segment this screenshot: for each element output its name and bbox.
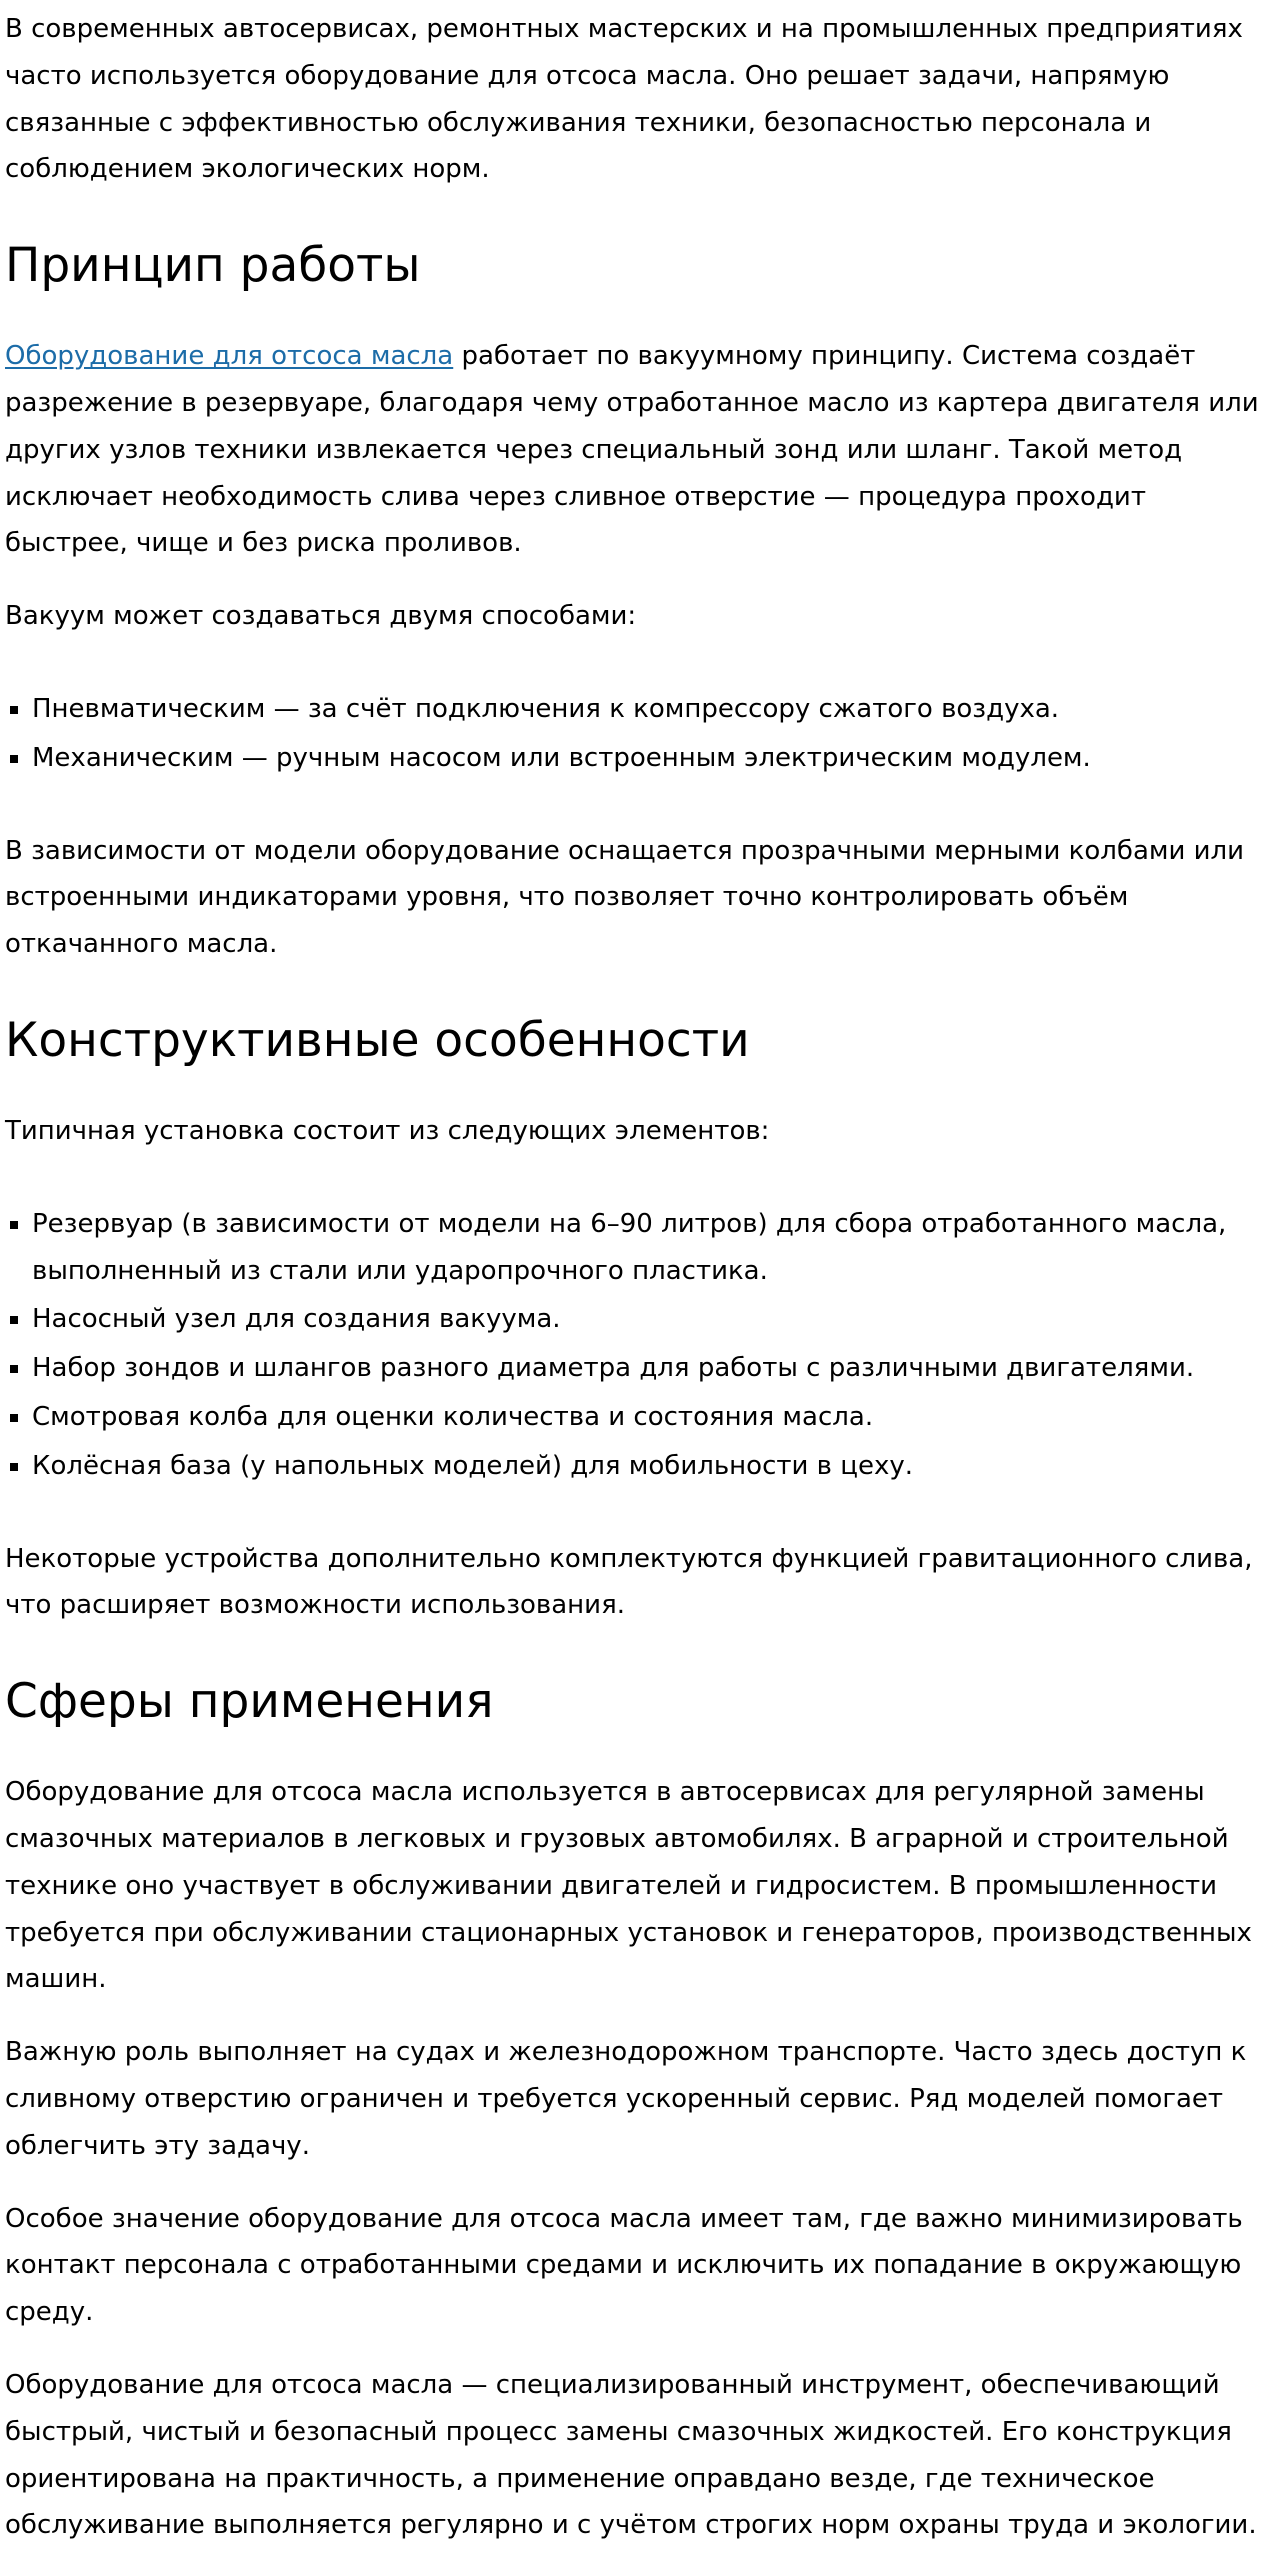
- oil-suction-equipment-link[interactable]: Оборудование для отсоса масла: [5, 341, 454, 372]
- heading-principle: Принцип работы: [5, 238, 421, 294]
- list-item: ▪ Набор зондов и шлангов разного диаметра для работы с различными двигателями.: [32, 1345, 1262, 1392]
- heading-applications: Сферы применения: [5, 1674, 494, 1730]
- design-intro-paragraph: Типичная установка состоит из следующих элементов:: [5, 1116, 770, 1147]
- gravity-drain-paragraph: Некоторые устройства дополнительно комплектуются функцией гравитационного слива, что расширяет возможности использования.: [5, 1543, 1253, 1621]
- applications-paragraph-2: Важную роль выполняет на судах и железнодорожном транспорте. Часто здесь доступ к сливному отверстию ограничен и требуется ускоренный сервис. Ряд моделей помогает облегчить эту задачу.: [5, 2037, 1247, 2161]
- applications-paragraph-3: Особое значение оборудование для отсоса масла имеет там, где важно минимизировать контакт персонала с отработанными средами и исключить их попадание в окружающую среду.: [5, 2203, 1243, 2328]
- list-item: ▪ Смотровая колба для оценки количества и состояния масла.: [32, 1394, 1262, 1441]
- design-elements-list: [5, 1201, 1262, 1490]
- applications-paragraph-1: Оборудование для отсоса масла используется в автосервисах для регулярной замены смазочных материалов в легковых и грузовых автомобилях. В аграрной и строительной технике оно участвует в обслуживании двигателей и гидросистем. В промышленности требуется при обслуживании стационарных установок и генераторов, производственных машин.: [5, 1777, 1252, 1995]
- vacuum-methods-list: [5, 686, 1262, 782]
- intro-paragraph: В современных автосервисах, ремонтных мастерских и на промышленных предприятиях часто используется оборудование для отсоса масла. Оно решает задачи, напрямую связанные с эффективностью обслуживания техники, безопасностью персонала и соблюдением экологических норм.: [5, 14, 1243, 185]
- principle-paragraph-text: работает по вакуумному принципу. Система создаёт разрежение в резервуаре, благодаря чему отработанное масло из картера двигателя или других узлов техники извлекается через специальный зонд или шланг. Такой метод исключает необходимость слива через сливное отверстие — процедура проходит быстрее, чище и без риска проливов.: [5, 341, 1259, 559]
- vacuum-intro-paragraph: Вакуум может создаваться двумя способами:: [5, 601, 637, 632]
- list-item: ▪ Механическим — ручным насосом или встроенным электрическим модулем.: [32, 735, 1262, 782]
- article: [5, 6, 1262, 2549]
- list-item: ▪ Колёсная база (у напольных моделей) для мобильности в цеху.: [32, 1443, 1262, 1490]
- list-item: ▪ Пневматическим — за счёт подключения к компрессору сжатого воздуха.: [32, 686, 1262, 733]
- list-item: ▪ Насосный узел для создания вакуума.: [32, 1296, 1262, 1343]
- list-item: ▪ Резервуар (в зависимости от модели на 6–90 литров) для сбора отработанного масла, выполненный из стали или ударопрочного пластика.: [32, 1201, 1262, 1295]
- heading-design: Конструктивные особенности: [5, 1013, 750, 1068]
- conclusion-paragraph: Оборудование для отсоса масла — специализированный инструмент, обеспечивающий быстрый, чистый и безопасный процесс замены смазочных жидкостей. Его конструкция ориентирована на практичность, а применение оправдано везде, где техническое обслуживание выполняется регулярно и с учётом строгих норм охраны труда и экологии.: [5, 2370, 1257, 2541]
- indicators-paragraph: В зависимости от модели оборудование оснащается прозрачными мерными колбами или встроенными индикаторами уровня, что позволяет точно контролировать объём откачанного масла.: [5, 835, 1245, 960]
- principle-paragraph: [5, 333, 1262, 567]
